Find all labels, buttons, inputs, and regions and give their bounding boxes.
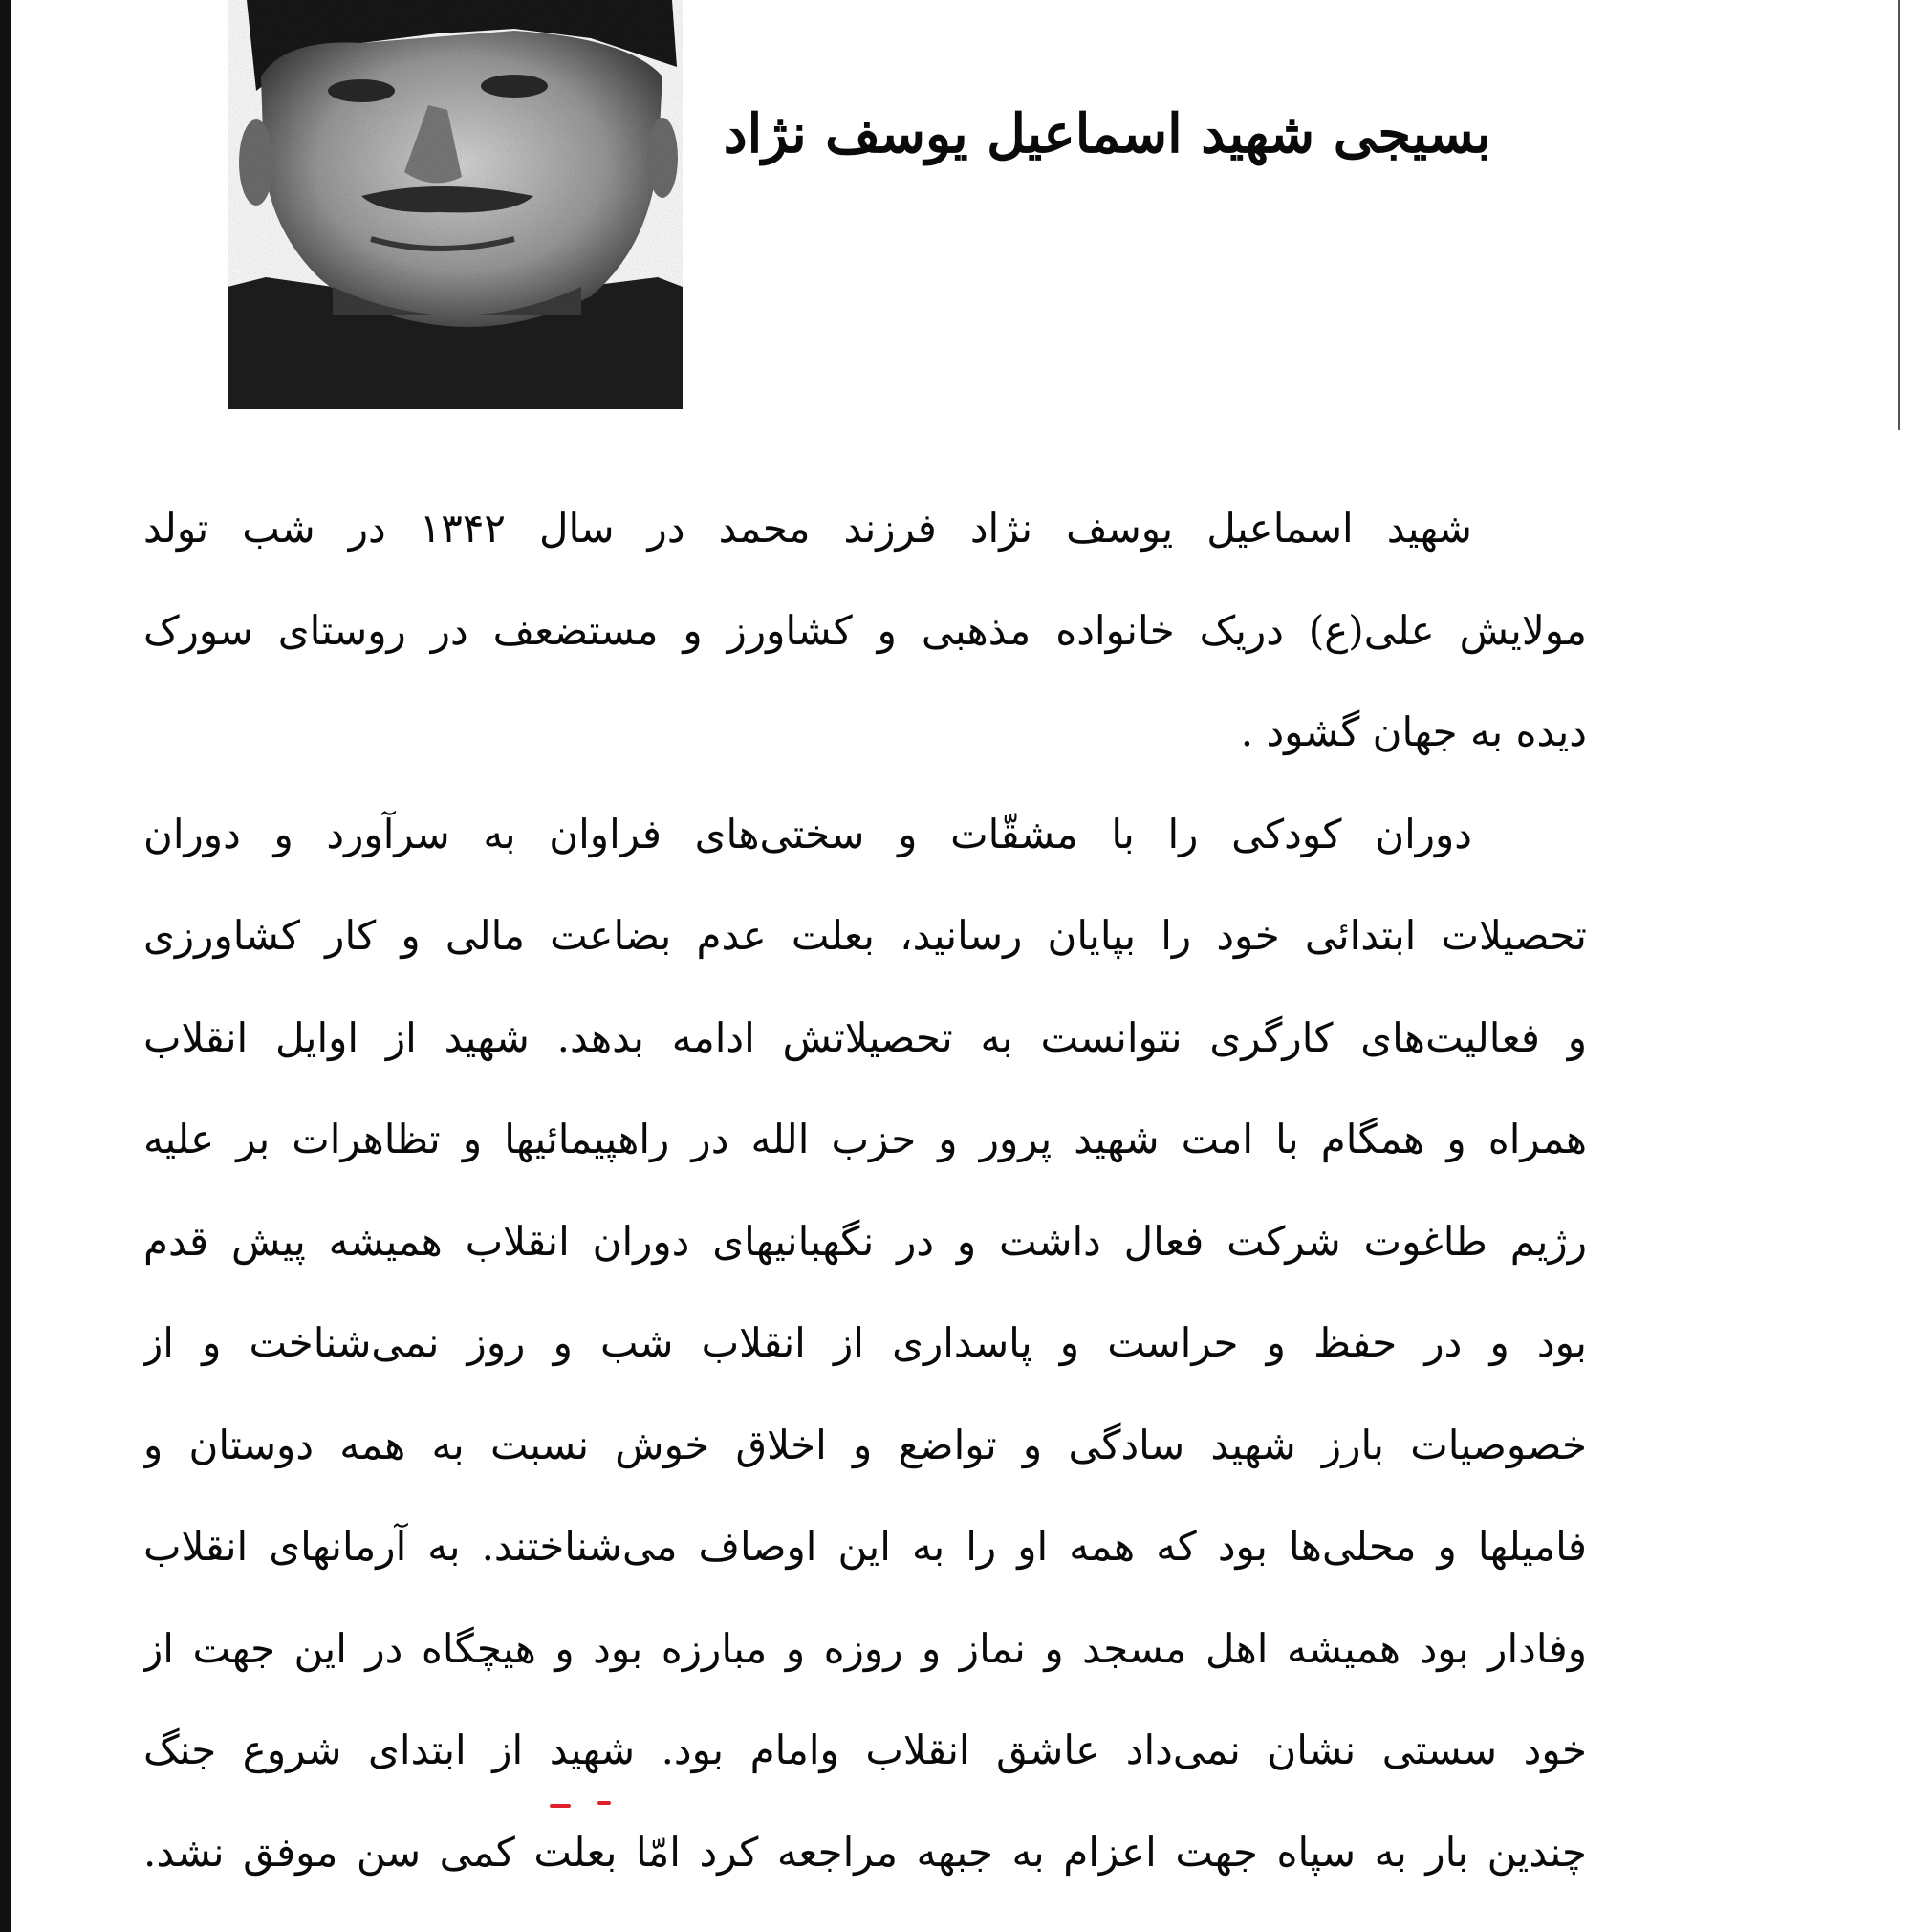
red-pen-mark bbox=[597, 1801, 611, 1805]
text-line: مولایش علی(ع) دریک خانواده مذهبی و کشاورز و مستضعف در روستای سورک bbox=[143, 606, 1587, 654]
text-line: فامیلها و محلی‌ها بود که همه او را به این اوصاف می‌شناختند. به آرمانهای انقلاب bbox=[143, 1523, 1587, 1570]
text-line: خود سستی نشان نمی‌داد عاشق انقلاب وامام بود. شهید از ابتدای شروع جنگ bbox=[143, 1726, 1587, 1773]
portrait-photo bbox=[228, 0, 683, 409]
red-pen-mark bbox=[550, 1804, 571, 1808]
text-line: دوران کودکی را با مشقّات و سختی‌های فراوان به سرآورد و دوران bbox=[143, 810, 1472, 857]
text-line: دیده به جهان گشود . bbox=[1240, 708, 1587, 755]
page-title: بسیجی شهید اسماعیل یوسف نژاد bbox=[723, 102, 1491, 165]
text-line: رژیم طاغوت شرکت فعال داشت و در نگهبانیهای دوران انقلاب همیشه پیش قدم bbox=[143, 1217, 1587, 1265]
biography-text bbox=[143, 478, 1587, 1926]
text-line: چندین بار به سپاه جهت اعزام به جبهه مراجعه کرد امّا بعلت کمی سن موفق نشد. bbox=[143, 1828, 1587, 1876]
text-line: خصوصیات بارز شهید سادگی و تواضع و اخلاق خوش نسبت به همه دوستان و bbox=[143, 1421, 1587, 1468]
text-line: وفادار بود همیشه اهل مسجد و نماز و روزه و مبارزه بود و هیچگاه در این جهت از bbox=[143, 1624, 1587, 1672]
text-line: همراه و همگام با امت شهید پرور و حزب الله در راهپیمائیها و تظاهرات بر علیه bbox=[143, 1116, 1587, 1162]
text-line: و فعالیت‌های کارگری نتوانست به تحصیلاتش ادامه بدهد. شهید از اوایل انقلاب bbox=[143, 1013, 1587, 1061]
text-line: بود و در حفظ و حراست و پاسداری از انقلاب شب و روز نمی‌شناخت و از bbox=[143, 1319, 1587, 1366]
text-line: شهید اسماعیل یوسف نژاد فرزند محمد در سال ۱۳۴۲ در شب تولد bbox=[143, 505, 1472, 552]
scan-edge-left bbox=[0, 0, 11, 1932]
scan-edge-right bbox=[1898, 0, 1900, 430]
text-line: تحصیلات ابتدائی خود را بپایان رسانید، بعلت عدم بضاعت مالی و کار کشاورزی bbox=[143, 912, 1587, 959]
